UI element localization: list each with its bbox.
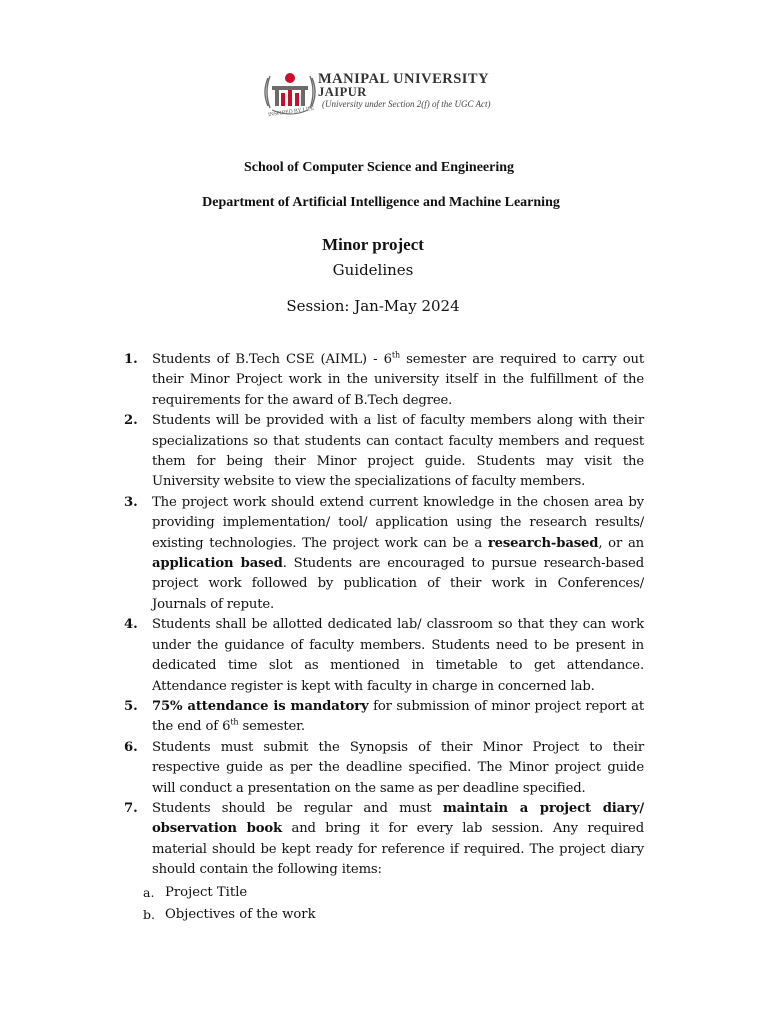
university-city: JAIPUR [318,85,367,99]
sub-item-text: Project Title [165,884,248,900]
university-logo [260,66,510,122]
item-number: 7. [124,800,138,816]
text-run: , or an [598,535,645,551]
text-run: and bring it for every lab session. Any required material should be kept ready for reference if required. The project diary should contain the following items: [152,821,644,878]
item-text: Students will be provided with a list of faculty members along with their specializations so that students can contact faculty members and request them for being their Minor project guide. Students may visit the University website to view the specializations of faculty members. [152,413,644,490]
text-run: for submission of minor project report at the end of 6 [152,698,645,735]
list-item [124,411,644,493]
bold-text: application based [152,556,283,572]
bold-text: maintain a project diary/ observation book [152,800,644,837]
text-run: The project work should extend current knowledge in the chosen area by providing implementation/ tool/ application using the research results/ existing technologies. The project work can be a [152,494,644,551]
list-item [124,350,644,411]
department-heading: Department of Artificial Intelligence and Machine Learning [202,195,560,210]
document-subtitle: Guidelines [332,261,414,279]
list-item [124,697,644,738]
text-run: Students should be regular and must [152,800,443,816]
sub-item-text: Objectives of the work [165,906,316,922]
item-number: 6. [124,739,138,755]
bold-text: 75% attendance is mandatory [152,698,369,714]
item-number: 2. [124,413,138,429]
session-label: Session: Jan-May 2024 [286,297,460,315]
text-run: semester. [238,719,305,735]
item-number: 3. [124,494,138,510]
sub-item-label: a. [143,884,155,900]
university-subtitle: (University under Section 2(f) of the UGC Act) [322,99,491,109]
bold-text: research-based [487,535,599,551]
item-text: Students must submit the Synopsis of their Minor Project to their respective guide as per the deadline specified. The Minor project guide will conduct a presentation on the same as per deadline specified. [152,739,644,796]
list-item [124,615,644,697]
list-item [124,493,644,615]
document-title: Minor project [322,235,424,254]
text-run: Students of B.Tech CSE (AIML) - 6 [152,352,392,367]
item-text [152,493,644,615]
superscript: th [391,350,400,360]
item-text [152,350,644,411]
guidelines-list [124,350,644,925]
text-run: . Students are encouraged to pursue research-based project work followed by publication of their work in Conferences/ Journals of repute. [152,556,644,612]
university-name: MANIPAL UNIVERSITY [318,71,490,87]
list-item [124,738,644,799]
item-number: 1. [124,352,138,367]
item-number: 5. [124,698,138,714]
sub-item [124,883,644,903]
superscript: th [230,717,239,727]
item-text [152,697,644,738]
sub-item-label: b. [143,906,155,922]
list-item [124,799,644,881]
item-text [152,799,644,881]
university-tagline: INSPIRED BY LIFE [267,105,315,119]
item-text: Students shall be allotted dedicated lab/ classroom so that they can work under the guidance of faculty members. Students need to be present in dedicated time slot as mentioned in timetable to get attendance. Attendance register is kept with faculty in charge in concerned lab. [152,617,644,694]
school-heading: School of Computer Science and Engineering [243,160,515,175]
sub-item [124,905,644,925]
text-run: semester are required to carry out their Minor Project work in the university itself in the fulfillment of the requirements for the award of B.Tech degree. [152,352,644,408]
item-number: 4. [124,617,138,633]
